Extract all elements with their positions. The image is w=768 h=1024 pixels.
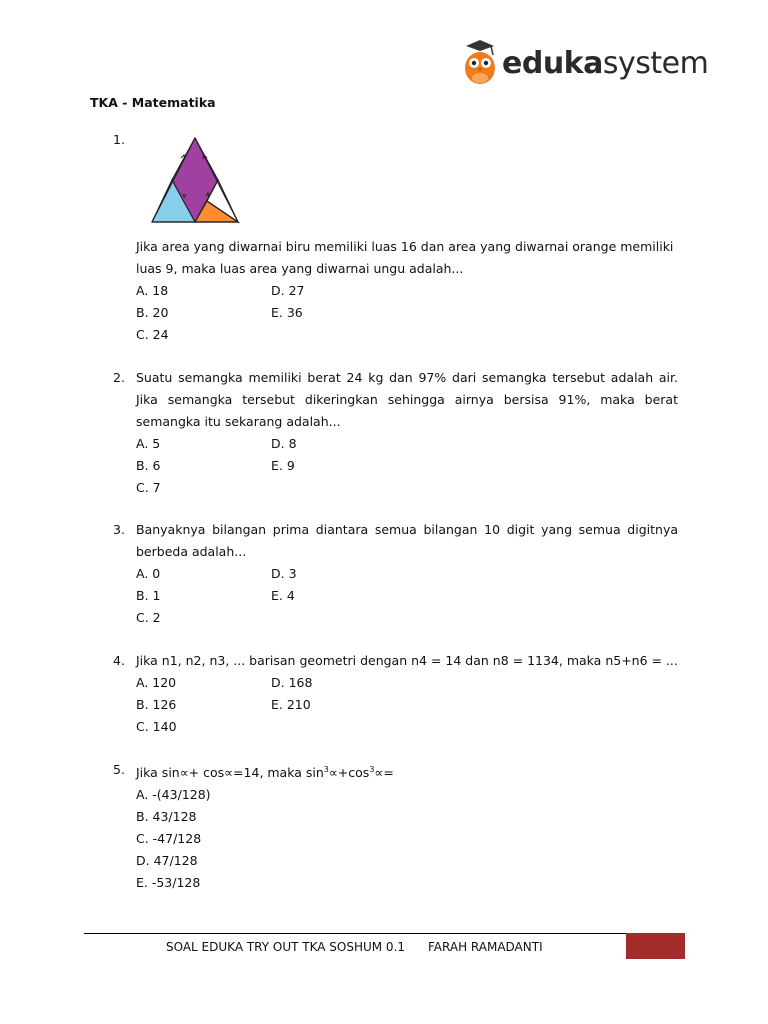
question-number: 3.	[113, 522, 125, 537]
question-5	[113, 759, 678, 894]
option[interactable]: D. 27	[271, 283, 305, 298]
option[interactable]: E. 9	[271, 458, 295, 473]
option[interactable]: A. 5	[136, 436, 161, 451]
option[interactable]: C. 7	[136, 480, 161, 495]
option[interactable]: E. -53/128	[136, 875, 201, 891]
question-3	[113, 519, 678, 629]
option[interactable]: C. 2	[136, 610, 161, 625]
option[interactable]: A. 120	[136, 675, 177, 690]
option[interactable]: A. 0	[136, 566, 161, 581]
option[interactable]: A. 18	[136, 283, 169, 298]
question-4	[113, 650, 678, 738]
footer-color-box	[626, 933, 685, 959]
question-text: Jika area yang diwarnai biru memiliki luas 16 dan area yang diwarnai orange memiliki luas 9, maka luas area yang diwarnai ungu adalah...	[136, 239, 674, 276]
section-title: TKA - Matematika	[90, 95, 216, 110]
question-number: 4.	[113, 653, 125, 668]
option[interactable]: C. 24	[136, 327, 169, 342]
question-number: 2.	[113, 370, 125, 385]
option[interactable]: E. 4	[271, 588, 295, 603]
footer-divider	[84, 933, 626, 934]
option[interactable]: C. 140	[136, 719, 177, 734]
option[interactable]: B. 20	[136, 305, 169, 320]
question-text: Jika sin∝+ cos∝=14, maka $\sin^3\propto+\cos^3\propto=$	[136, 765, 394, 781]
options	[136, 563, 678, 629]
question-text: Suatu semangka memiliki berat 24 kg dan 97% dari semangka tersebut adalah air. Jika semangka tersebut dikeringkan sehingga airnya bersisa 91%, maka berat semangka itu sekarang adalah...	[136, 370, 678, 429]
owl-mascot-icon	[460, 38, 500, 88]
options	[136, 672, 678, 738]
question-1-body	[113, 236, 678, 346]
logo-text-eduka: eduka	[502, 46, 603, 81]
option[interactable]: D. 47/128	[136, 853, 198, 869]
question-number: 1.	[113, 132, 125, 147]
question-text: Jika n1, n2, n3, ... barisan geometri dengan n4 = 14 dan n8 = 1134, maka n5+n6 = ...	[136, 653, 678, 668]
option[interactable]: D. 168	[271, 675, 313, 690]
triangle-figure	[150, 136, 242, 226]
option[interactable]: B. 126	[136, 697, 177, 712]
option[interactable]: B. 1	[136, 588, 161, 603]
logo-text-system: system	[602, 46, 709, 81]
option[interactable]: D. 8	[271, 436, 297, 451]
option[interactable]: E. 36	[271, 305, 303, 320]
option[interactable]: C. -47/128	[136, 831, 202, 847]
question-2	[113, 367, 678, 499]
question-number: 5.	[113, 762, 125, 777]
question-text: Banyaknya bilangan prima diantara semua bilangan 10 digit yang semua digitnya berbeda adalah...	[136, 522, 678, 559]
options	[136, 433, 678, 499]
footer-author: FARAH RAMADANTI	[428, 940, 543, 954]
options	[136, 784, 678, 894]
option[interactable]: B. 6	[136, 458, 161, 473]
option[interactable]: B. 43/128	[136, 809, 197, 825]
option[interactable]: D. 3	[271, 566, 297, 581]
option[interactable]: E. 210	[271, 697, 311, 712]
option[interactable]: A. -(43/128)	[136, 787, 211, 803]
eduka-logo	[460, 38, 709, 90]
footer-title: SOAL EDUKA TRY OUT TKA SOSHUM 0.1	[166, 940, 406, 954]
options	[136, 280, 678, 346]
